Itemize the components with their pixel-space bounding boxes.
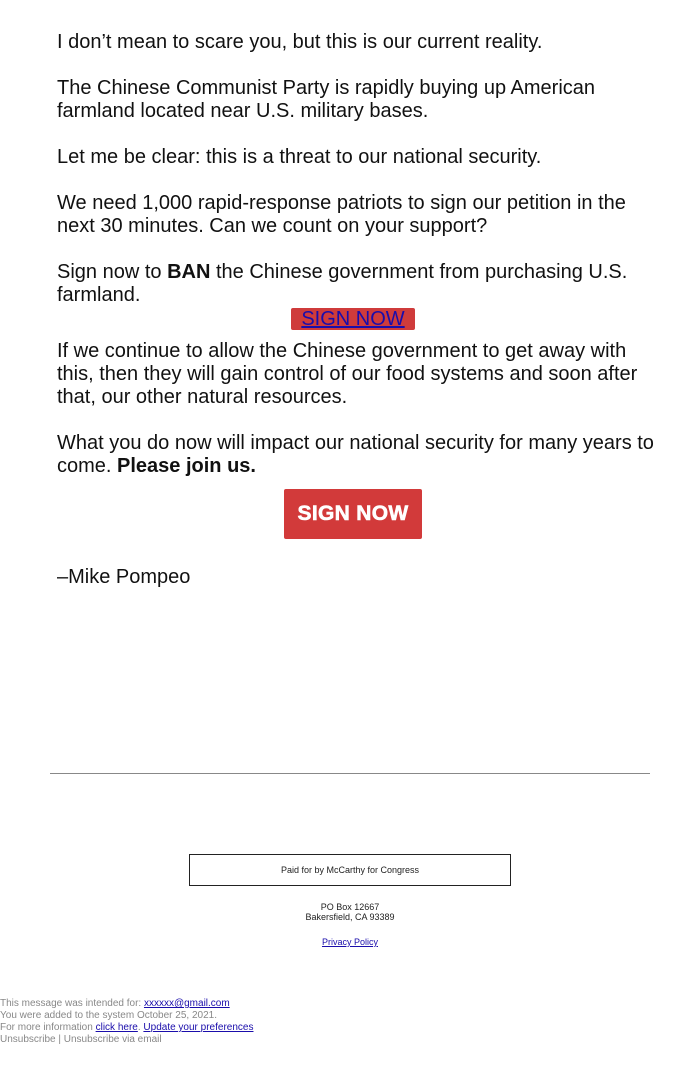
update-preferences-link[interactable]: Update your preferences	[143, 1022, 254, 1033]
paid-for-box: Paid for by McCarthy for Congress	[189, 854, 511, 886]
unsubscribe-email-link[interactable]: Unsubscribe via email	[63, 1034, 162, 1045]
paragraph-consequence: If we continue to allow the Chinese government to get away with this, then they will gain control of our food systems and soon after that, our other natural resources.	[57, 340, 638, 408]
unsubscribe-link[interactable]: Unsubscribe	[0, 1034, 56, 1045]
footer-more-info	[0, 1022, 253, 1034]
more-info-separator: .	[137, 1022, 144, 1033]
ban-prefix: Sign now to	[57, 261, 168, 283]
paragraph-join	[57, 432, 657, 478]
divider	[50, 773, 650, 774]
address-line-1: PO Box 12667	[320, 902, 380, 912]
paragraph-threat: Let me be clear: this is a threat to our national security.	[57, 146, 542, 168]
inline-sign-wrap	[49, 307, 657, 340]
privacy-wrap	[0, 937, 700, 947]
big-sign-wrap	[49, 489, 657, 539]
paragraph-farmland: The Chinese Communist Party is rapidly buying up American farmland located near U.S. military bases.	[57, 77, 596, 122]
sign-now-button[interactable]: SIGN NOW	[284, 489, 422, 539]
paragraph-ban	[57, 261, 657, 307]
footer-added: You were added to the system October 25, 2021.	[0, 1010, 217, 1021]
privacy-policy-link[interactable]: Privacy Policy	[321, 937, 378, 947]
footer-unsubscribe	[0, 1034, 253, 1046]
paragraph-petition: We need 1,000 rapid-response patriots to sign our petition in the next 30 minutes. Can we count on your support?	[57, 192, 626, 237]
email-body	[57, 31, 657, 612]
paragraph-intro: I don’t mean to scare you, but this is our current reality.	[57, 31, 543, 53]
click-here-link[interactable]: click here	[95, 1022, 138, 1033]
address-line-2: Bakersfield, CA 93389	[305, 912, 395, 922]
recipient-email-link[interactable]: xxxxxx@gmail.com	[143, 998, 230, 1009]
more-info-label: For more information	[0, 1022, 96, 1033]
join-bold: Please join us.	[117, 455, 256, 477]
ban-suffix: the Chinese government from purchasing U.S. farmland.	[57, 261, 628, 306]
signature: –Mike Pompeo	[57, 566, 191, 588]
unsubscribe-separator: |	[55, 1034, 64, 1045]
join-prefix: What you do now will impact our national security for many years to come.	[57, 432, 654, 477]
intended-label: This message was intended for:	[0, 998, 144, 1009]
footer-intended	[0, 998, 253, 1010]
footer	[0, 998, 253, 1046]
sign-now-inline-button[interactable]: SIGN NOW	[291, 308, 414, 330]
ban-bold: BAN	[167, 261, 211, 283]
mailing-address	[0, 902, 700, 922]
